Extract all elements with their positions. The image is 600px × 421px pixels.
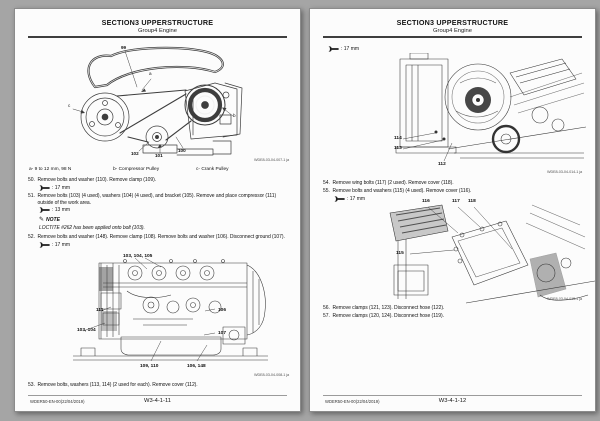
step-51-text: Remove bolts (103) (4 used), washers (104) (4 used), and bracket (105). Remove and place compressor (111) outside of the work area. — [37, 193, 277, 206]
tool-callout-17mm — [328, 46, 359, 52]
tool-size-text: : 17 mm — [347, 196, 366, 202]
figure-label-101: 101 — [155, 153, 163, 158]
caption-b: b- Compressor Pulley — [113, 167, 160, 172]
figure-label-106: 106 — [218, 308, 227, 313]
figure-label-100: 100 — [178, 148, 186, 153]
figure-label-99: 99 — [121, 45, 127, 50]
figure-code: WDE8-03-04-008-1 ja — [253, 373, 289, 377]
figure-label-118: 118 — [468, 199, 476, 204]
footer-rule — [28, 395, 287, 396]
step-57-number: 57. — [323, 313, 330, 319]
page-number: W3-4-1-11 — [144, 397, 171, 404]
document-number: WDER50-EN-00(22/04/2019) — [325, 399, 380, 404]
tool-size-text: : 13 mm — [52, 207, 71, 213]
figure-label-114: 114 — [394, 136, 402, 141]
step-54-text: Remove wing bolts (117) (2 used). Remove cover (118). — [332, 180, 454, 186]
step-56 — [323, 305, 587, 312]
group-subtitle: Group4 Engine — [433, 28, 472, 34]
wrench-icon — [39, 242, 50, 248]
tool-callout-17mm — [334, 196, 365, 202]
step-55-number: 55. — [323, 188, 330, 194]
step-50 — [28, 177, 292, 184]
step-55 — [323, 188, 587, 195]
group-subtitle: Group4 Engine — [138, 28, 177, 34]
tool-size-text: : 17 mm — [52, 242, 71, 248]
note-text: LOCTITE #262 has been applied onto bolt (103). — [39, 225, 145, 231]
figure-label-113: 113 — [394, 146, 402, 151]
figure-label-103-104-105: 103, 104, 105 — [123, 254, 153, 259]
step-56-text: Remove clamps (121, 123). Disconnect hose (122). — [332, 305, 445, 311]
figure-label-b: b — [233, 113, 236, 118]
figure-label-106-148: 106, 148 — [187, 364, 206, 369]
note-heading: ✎ NOTE — [39, 217, 60, 223]
page-number: W3-4-1-12 — [438, 397, 467, 404]
figure-label-a: a — [149, 71, 152, 76]
caption-a: a- 9 to 12 mm, 98 N — [29, 167, 72, 172]
manual-page-right — [309, 8, 596, 412]
figure-code: WDE8-03-04-007-1 ja — [253, 158, 289, 162]
figure-label-112: 112 — [438, 162, 446, 167]
wrench-icon — [39, 207, 50, 213]
tool-callout-13mm — [39, 207, 70, 213]
figure-code: WDE8-03-04-014-1 ja — [546, 170, 582, 174]
tool-size-text: : 17 mm — [52, 185, 71, 191]
step-50-text: Remove bolts and washer (110). Remove clamp (109). — [37, 177, 157, 183]
wrench-icon — [328, 46, 339, 52]
step-52-number: 52. — [28, 234, 35, 240]
wrench-icon — [334, 196, 345, 202]
step-54 — [323, 180, 587, 187]
figure-label-117: 117 — [452, 199, 460, 204]
step-53-text: Remove bolts, washers (113, 114) (2 used for each). Remove cover (112). — [37, 382, 198, 388]
tool-callout-17mm — [39, 185, 70, 191]
figure-label-115: 115 — [396, 251, 404, 256]
tool-callout-17mm — [39, 242, 70, 248]
figure-code: WDE8-03-04-015-1 ja — [546, 297, 582, 301]
belt-pulley-diagram — [65, 45, 245, 157]
step-51-number: 51. — [28, 193, 35, 199]
step-53 — [28, 382, 292, 389]
header-rule — [323, 36, 582, 38]
figure-label-103-104: 103, 104 — [77, 328, 96, 333]
tool-size-text: : 17 mm — [341, 46, 360, 52]
figure-label-116: 116 — [422, 199, 430, 204]
section-title: SECTION3 UPPERSTRUCTURE — [396, 18, 509, 27]
figure-label-107: 107 — [218, 331, 227, 336]
step-50-number: 50. — [28, 177, 35, 183]
manual-page-left — [14, 8, 301, 412]
figure-label-111: 111 — [96, 308, 104, 313]
caption-c: c- Crank Pulley — [196, 167, 229, 172]
note-label: NOTE — [46, 217, 60, 223]
step-57-text: Remove clamps (120, 124). Disconnect hose (119). — [332, 313, 444, 319]
figure-label-c: c — [68, 103, 71, 108]
step-55-text: Remove bolts and washers (115) (4 used). Remove cover (116). — [332, 188, 472, 194]
figure-label-102: 102 — [131, 151, 139, 156]
wrench-icon — [39, 185, 50, 191]
step-52 — [28, 234, 292, 241]
step-56-number: 56. — [323, 305, 330, 311]
document-number: WDER50-EN-00(22/04/2019) — [30, 399, 85, 404]
engine-side-diagram — [63, 249, 278, 365]
step-54-number: 54. — [323, 180, 330, 186]
step-57 — [323, 313, 587, 320]
header-rule — [28, 36, 287, 38]
section-title: SECTION3 UPPERSTRUCTURE — [101, 18, 214, 27]
figure-label-109-110: 109, 110 — [140, 364, 159, 369]
step-53-number: 53. — [28, 382, 35, 388]
footer-rule — [323, 395, 582, 396]
step-51 — [28, 193, 292, 207]
engine-cover-diagram-top — [390, 53, 586, 165]
step-52-text: Remove bolts and washer (148). Remove clamp (108). Remove bolts and washer (106). Disconnect ground (107). — [37, 234, 285, 240]
